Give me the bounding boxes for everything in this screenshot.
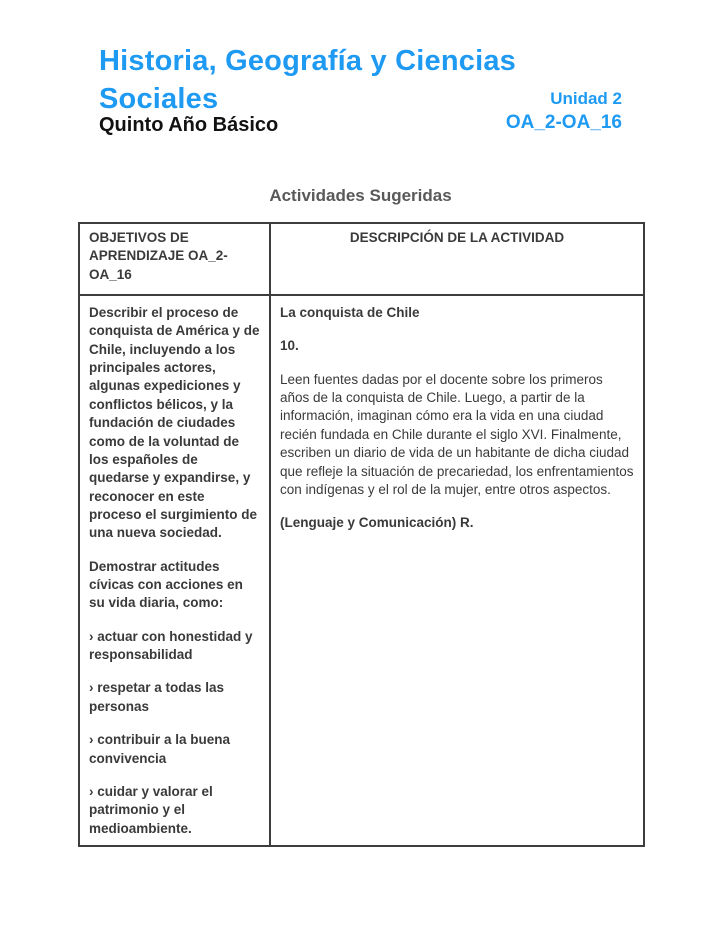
objectives-cell: [79, 295, 270, 846]
activity-description: Leen fuentes dadas por el docente sobre los primeros años de la conquista de Chile. Luego, a partir de la información, imaginan cómo era la vida en una ciudad recién fundada en Chile durante el siglo XVI. Finalmente, escriben un diario de vida de un habitante de dicha ciudad que refleje la situación de precariedad, los enfrentamientos con indígenas y el rol de la mujer, entre otros aspectos.: [280, 371, 634, 497]
objective-bullet: › respetar a todas las personas: [89, 680, 225, 714]
objective-bullet: › contribuir a la buena convivencia: [89, 732, 231, 766]
activity-number: 10.: [280, 338, 299, 354]
page-title-line2: Sociales: [99, 83, 219, 115]
activity-cell: [270, 295, 644, 846]
activities-table: [78, 222, 645, 847]
table-body-row: [79, 295, 644, 846]
oa-code: OA_2-OA_16: [505, 112, 622, 134]
section-heading: Actividades Sugeridas: [269, 186, 452, 205]
description-header-cell: DESCRIPCIÓN DE LA ACTIVIDAD: [270, 223, 644, 295]
activity-title: La conquista de Chile: [280, 305, 420, 320]
objective-bullet: › cuidar y valorar el patrimonio y el medioambiente.: [89, 783, 213, 836]
unit-block: [506, 88, 622, 135]
table-header-row: [79, 223, 644, 295]
objective-bullet: › actuar con honestidad y responsabilidad: [89, 628, 253, 663]
objectives-header-cell: OBJETIVOS DE APRENDIZAJE OA_2-OA_16: [79, 223, 270, 295]
page-subtitle: Quinto Año Básico: [99, 114, 279, 136]
activity-subject-tag: (Lenguaje y Comunicación) R.: [280, 515, 474, 531]
objective-main-paragraph: Describir el proceso de conquista de América y de Chile, incluyendo a los principales actores, algunas expediciones y conflictos bélicos, y la fundación de ciudades como de la voluntad de los españoles de quedarse y expandirse, y reconocer en este proceso el surgimiento de una nueva sociedad.: [89, 305, 260, 541]
page-title-line1: Historia, Geografía y Ciencias: [99, 45, 516, 77]
objective-attitudes-intro: Demostrar actitudes cívicas con acciones en su vida diaria, como:: [89, 558, 243, 611]
unit-label: Unidad 2: [550, 89, 622, 108]
